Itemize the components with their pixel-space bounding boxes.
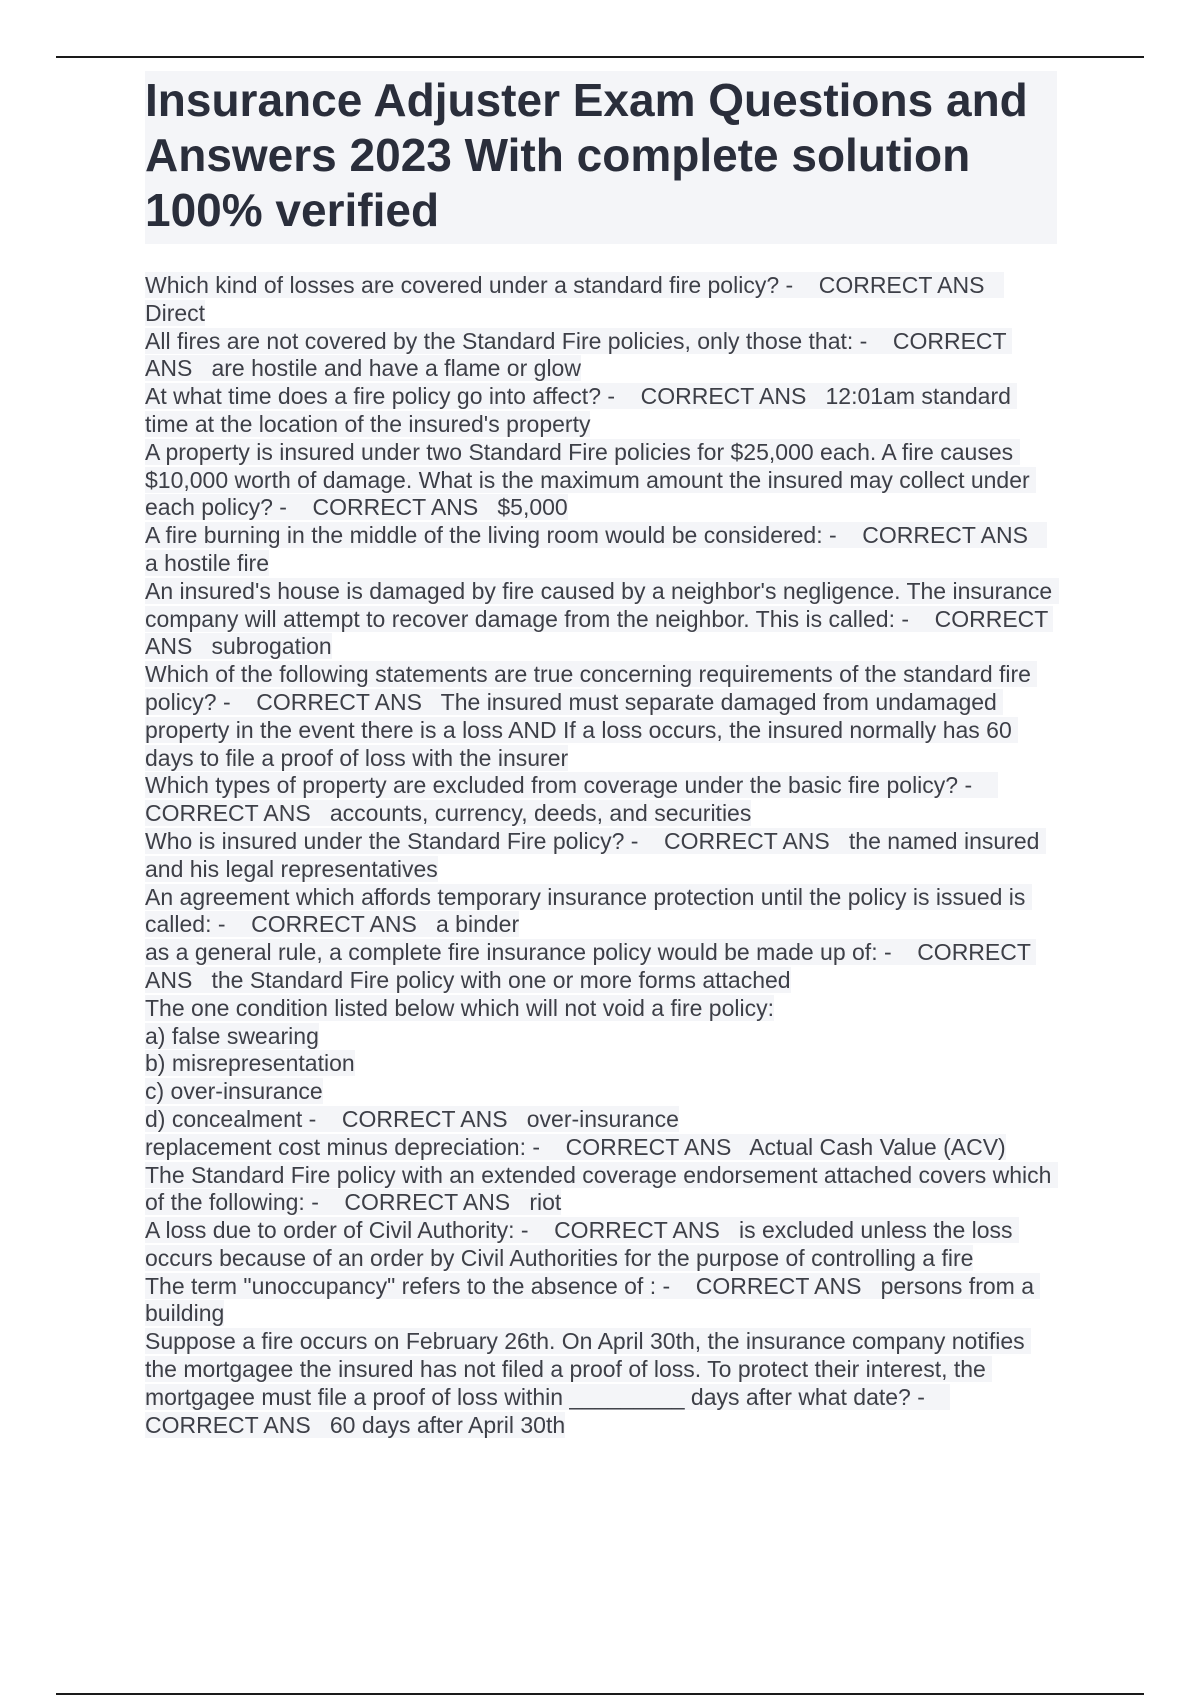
qa-text: A loss due to order of Civil Authority: - CORRECT ANS is excluded unless the loss occurs because of an order by Civil Authorities for the purpose of controlling a fire bbox=[145, 1217, 1019, 1271]
qa-item bbox=[145, 884, 1057, 940]
qa-text: A fire burning in the middle of the living room would be considered: - CORRECT ANS a hostile fire bbox=[145, 522, 1048, 576]
qa-item bbox=[145, 828, 1057, 884]
qa-item bbox=[145, 1273, 1057, 1329]
qa-item bbox=[145, 383, 1057, 439]
qa-text: An insured's house is damaged by fire caused by a neighbor's negligence. The insurance company will attempt to recover damage from the neighbor. This is called: - CORRECT ANS subrogation bbox=[145, 577, 1059, 660]
qa-text: The Standard Fire policy with an extended coverage endorsement attached covers which of the following: - CORRECT ANS riot bbox=[145, 1161, 1058, 1216]
qa-text: A property is insured under two Standard Fire policies for $25,000 each. A fire causes $10,000 worth of damage. What is the maximum amount the insured may collect under each policy? - CORRECT ANS $5,000 bbox=[145, 438, 1037, 521]
qa-item bbox=[145, 772, 1057, 828]
qa-text: Suppose a fire occurs on February 26th. On April 30th, the insurance company notifies the mortgagee the insured has not filed a proof of loss. To protect their interest, the mortgagee must file a proof of loss within _________ days after what date? - CORRECT ANS 60 days after April 30th bbox=[145, 1328, 1031, 1438]
qa-text: The term "unoccupancy" refers to the absence of : - CORRECT ANS persons from a building bbox=[145, 1272, 1041, 1327]
qa-item bbox=[145, 439, 1057, 522]
qa-item bbox=[145, 1162, 1057, 1218]
qa-item bbox=[145, 1217, 1057, 1273]
qa-item bbox=[145, 328, 1057, 384]
qa-item bbox=[145, 1134, 1057, 1162]
qa-item bbox=[145, 661, 1057, 772]
qa-text: Which of the following statements are true concerning requirements of the standard fire policy? - CORRECT ANS The insured must separate damaged from undamaged property in the event there is a loss AND If a loss occurs, the insured normally has 60 days to file a proof of loss with the insurer bbox=[145, 661, 1038, 771]
qa-text: The one condition listed below which will not void a fire policy: a) false swearing b) misrepresentation c) over-insurance d) concealment - CORRECT ANS over-insurance bbox=[145, 994, 774, 1132]
bottom-rule bbox=[56, 1693, 1144, 1695]
qa-text: Which kind of losses are covered under a standard fire policy? - CORRECT ANS Direct bbox=[145, 272, 1004, 326]
document-title: Insurance Adjuster Exam Questions and Answers 2023 With complete solution 100% verified bbox=[145, 74, 1028, 236]
document-body bbox=[145, 71, 1057, 1439]
qa-text: Who is insured under the Standard Fire policy? - CORRECT ANS the named insured and his legal representatives bbox=[145, 827, 1046, 882]
qa-text: An agreement which affords temporary insurance protection until the policy is issued is called: - CORRECT ANS a binder bbox=[145, 883, 1032, 938]
qa-text: as a general rule, a complete fire insurance policy would be made up of: - CORRECT ANS the Standard Fire policy with one or more forms attached bbox=[145, 939, 1037, 993]
qa-item bbox=[145, 272, 1057, 328]
qa-item bbox=[145, 522, 1057, 578]
qa-item bbox=[145, 939, 1057, 995]
qa-item bbox=[145, 995, 1057, 1134]
title-block bbox=[145, 71, 1057, 244]
qa-item bbox=[145, 578, 1057, 661]
qa-text: All fires are not covered by the Standard Fire policies, only those that: - CORRECT ANS are hostile and have a flame or glow bbox=[145, 327, 1012, 382]
qa-item bbox=[145, 1328, 1057, 1439]
qa-list bbox=[145, 272, 1057, 1439]
qa-text: Which types of property are excluded from coverage under the basic fire policy? - CORRECT ANS accounts, currency, deeds, and securities bbox=[145, 772, 998, 827]
top-rule bbox=[56, 56, 1144, 58]
qa-text: replacement cost minus depreciation: - CORRECT ANS Actual Cash Value (ACV) bbox=[145, 1133, 1006, 1160]
qa-text: At what time does a fire policy go into affect? - CORRECT ANS 12:01am standard time at the location of the insured's property bbox=[145, 383, 1018, 437]
